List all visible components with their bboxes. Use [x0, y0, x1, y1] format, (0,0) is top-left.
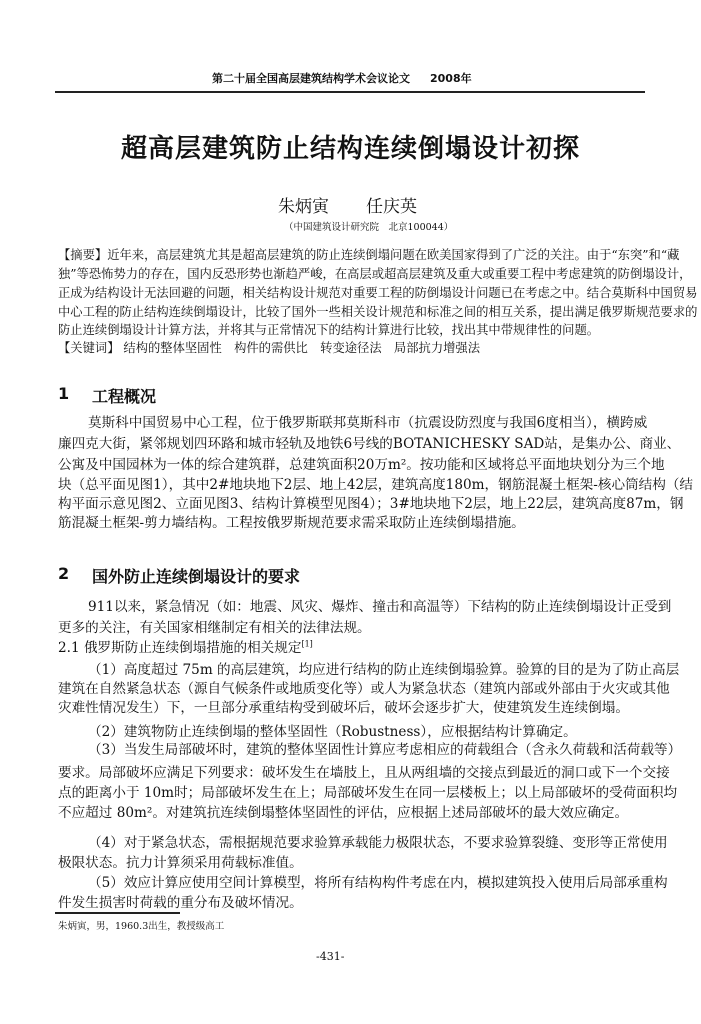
- header-rule: [55, 91, 645, 93]
- paragraph-line: [58, 495, 684, 513]
- line-text: 莫斯科中国贸易中心工程，位于俄罗斯联邦莫斯科市（抗震设防烈度与我国6度相当），横跨威: [88, 415, 648, 431]
- paragraph-line: [58, 456, 665, 474]
- reference-mark: [1]: [301, 639, 313, 649]
- line-text: 构平面示意见图2、立面见图3、结构计算模型见图4）；3#地块地下2层，地上22层，建筑高度87m，钢: [58, 496, 684, 512]
- paragraph-line: [58, 476, 694, 494]
- author-1: 朱炳寅: [278, 197, 329, 217]
- line-text: 2.1 俄罗斯防止连续倒塌措施的相关规定: [58, 640, 302, 656]
- line-text: 极限状态。抗力计算须采用荷载标准值。: [58, 855, 303, 871]
- paragraph-line: [88, 874, 668, 892]
- footnote-rule: [55, 912, 180, 914]
- paragraph-line: [58, 639, 642, 657]
- paragraph-line: [58, 784, 678, 802]
- author-2: 任庆英: [366, 197, 417, 217]
- paragraph-line: [88, 414, 648, 432]
- line-text: 灾难性情况发生）下，一旦部分承重结构受到破坏后，破坏会逐步扩大，使建筑发生连续倒塌。: [58, 700, 629, 716]
- line-text: 独”等恐怖势力的存在，国内反恐形势也渐趋严峻，在高层或超高层建筑及重大或重要工程中考虑建筑的防倒塌设计，: [58, 267, 692, 281]
- abstract-line: [58, 285, 698, 301]
- line-text: 点的距离小于 10m时；局部破坏发生在上；局部破坏发生在同一层楼板上；以上局部破坏的受荷面积均: [58, 785, 678, 801]
- keywords: 【关键词】 结构的整体坚固性 构件的需供比 转变途径法 局部抗力增强法: [58, 341, 481, 355]
- paragraph-line: [88, 834, 668, 852]
- running-header-conference: 第二十届全国高层建筑结构学术会议论文: [212, 72, 410, 85]
- line-text: 更多的关注，有关国家相继制定有相关的法律法规。: [58, 620, 371, 636]
- line-text: 建筑在自然紧急状态（源自气候条件或地质变化等）或人为紧急状态（建筑内部或外部由于火灾或其他: [58, 681, 670, 697]
- line-text: （1）高度超过 75m 的高层建筑，均应进行结构的防止连续倒塌验算。验算的目的是为了防止高层: [88, 662, 680, 678]
- paragraph-line: [58, 619, 642, 637]
- paragraph-line: [58, 514, 642, 532]
- line-text: 【摘要】近年来，高层建筑尤其是超高层建筑的防止连续倒塌问题在欧美国家得到了广泛的关注。由于“东突”和“藏: [58, 248, 680, 262]
- abstract-line: [58, 304, 698, 320]
- abstract-line: [58, 266, 692, 282]
- paragraph-line: [58, 435, 681, 453]
- paragraph-line: [58, 764, 670, 782]
- line-text: 廉四克大街，紧邻规划四环路和城市轻轨及地铁6号线的BOTANICHESKY SAD站，是集办公、商业、: [58, 436, 681, 452]
- page-number: -431-: [316, 950, 345, 963]
- line-text: 911以来，紧急情况（如：地震、风灾、爆炸、撞击和高温等）下结构的防止连续倒塌设计正受到: [88, 599, 672, 615]
- line-text: 不应超过 80m²。对建筑抗连续倒塌整体坚固性的评估，应根据上述局部破坏的最大效应确定。: [58, 805, 629, 821]
- section-title: 工程概况: [92, 387, 157, 406]
- line-text: 块（总平面见图1），其中2#地块地下2层、地上42层，建筑高度180m，钢筋混凝土框架-核心筒结构（结: [58, 477, 694, 493]
- line-text: 中心工程的防止结构连续倒塌设计，比较了国外一些相关设计规范和标准之间的相互关系，提出满足俄罗斯规范要求的: [58, 305, 698, 319]
- paragraph-line: [58, 854, 642, 872]
- line-text: 筋混凝土框架-剪力墙结构。工程按俄罗斯规范要求需采取防止连续倒塌措施。: [58, 515, 525, 531]
- line-text: 正成为结构设计无法回避的问题，相关结构设计规范对重要工程的防倒塌设计问题已在考虑之中。结合莫斯科中国贸易: [58, 286, 698, 300]
- line-text: 公寓及中国园林为一体的综合建筑群，总建筑面积20万m²。按功能和区域将总平面地块划分为三个地: [58, 457, 665, 473]
- affiliation: （中国建筑设计研究院 北京100044）: [284, 222, 454, 233]
- line-text: （5）效应计算应使用空间计算模型，将所有结构构件考虑在内，模拟建筑投入使用后局部承重构: [88, 875, 668, 891]
- section-title: 国外防止连续倒塌设计的要求: [92, 567, 301, 586]
- paper-title: 超高层建筑防止结构连续倒塌设计初探: [120, 134, 580, 164]
- section-number: 2: [58, 564, 70, 583]
- paragraph-line: [88, 741, 682, 759]
- line-text: （4）对于紧急状态，需根据规范要求验算承载能力极限状态，不要求验算裂缝、变形等正常使用: [88, 835, 668, 851]
- paragraph-line: [58, 894, 642, 912]
- paragraph-line: [58, 699, 642, 717]
- footnote: 朱炳寅，男，1960.3出生，教授级高工: [58, 921, 225, 932]
- line-text: 防止连续倒塌设计计算方法，并将其与正常情况下的结构计算进行比较，找出其中带规律性的问题。: [58, 323, 600, 337]
- paragraph-line: [88, 723, 642, 741]
- line-text: （3）当发生局部破坏时，建筑的整体坚固性计算应考虑相应的荷载组合（含永久荷载和活荷载等）: [88, 742, 682, 758]
- running-header-year: 2008年: [430, 72, 472, 85]
- paragraph-line: [88, 661, 680, 679]
- line-text: 件发生损害时荷载的重分布及破坏情况。: [58, 895, 303, 911]
- line-text: 要求。局部破坏应满足下列要求：破坏发生在墙肢上，且从两组墙的交接点到最近的洞口或下一个交接: [58, 765, 670, 781]
- paragraph-line: [58, 804, 642, 822]
- abstract-line: [58, 247, 680, 263]
- abstract-line: [58, 322, 642, 338]
- paragraph-line: [88, 598, 672, 616]
- section-number: 1: [58, 384, 70, 403]
- line-text: （2）建筑物防止连续倒塌的整体坚固性（Robustness），应根据结构计算确定。: [88, 724, 577, 740]
- paragraph-line: [58, 680, 670, 698]
